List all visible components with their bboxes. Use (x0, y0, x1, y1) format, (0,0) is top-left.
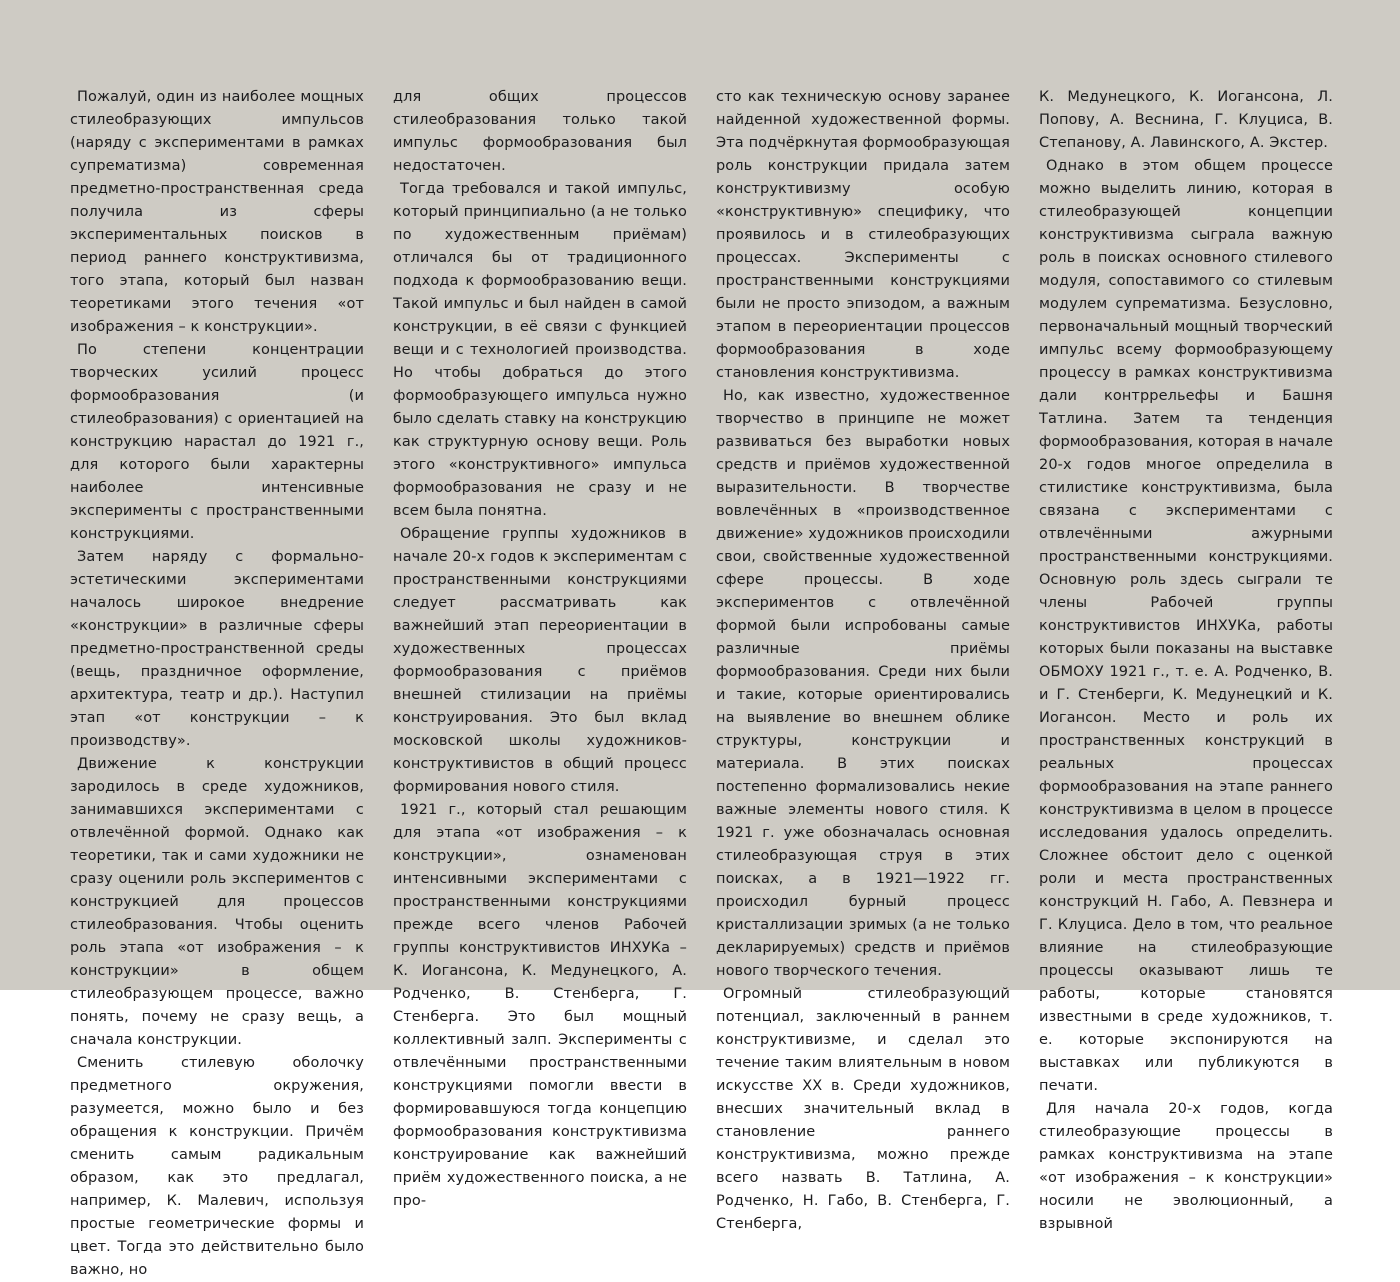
paragraph: Тогда требовался и такой импульс, который принципиально (а не только по художественным приёмам) отличался бы от традиционного подхода к формообразованию вещи. Такой импульс и был найден в самой конструкции, в её связи с функцией вещи и с технологией производства. Но чтобы добраться до этого формообразующего импульса нужно было сделать ставку на конструкцию как структурную основу вещи. Роль этого «конструктивного» импульса формообразования не сразу и не всем была понятна. (393, 181, 687, 519)
paragraph: Обращение группы художников в начале 20-х годов к экспериментам с пространственными конструкциями следует рассматривать как важнейший этап переориентации в художественных процессах формообразования с приёмов внешней стилизации на приёмы конструирования. Это был вклад московской школы художников-конструктивистов в общий процесс формирования нового стиля. (393, 526, 687, 795)
text-column-4 (1039, 86, 1333, 1282)
text-column-2 (393, 86, 687, 1282)
paragraph: К. Медунецкого, К. Иогансона, Л. Попову, А. Веснина, Г. Клуциса, В. Степанову, А. Лавинского, А. Экстер. (1039, 89, 1333, 151)
paragraph: 1921 г., который стал решающим для этапа «от изображения – к конструкции», ознаменован интенсивными экспериментами с пространственными конструкциями прежде всего членов Рабочей группы конструктивистов ИНХУКа – К. Иогансона, К. Медунецкого, А. Родченко, В. Стенберга, Г. Стенберга. Это был мощный коллективный залп. Эксперименты с отвлечёнными пространственными конструкциями помогли ввести в формировавшуюся тогда концепцию формообразования конструктивизма конструирование как важнейший приём художественного поиска, а не про- (393, 802, 687, 1209)
paragraph: Но, как известно, художественное творчество в принципе не может развиваться без выработки новых средств и приёмов художественной выразительности. В творчестве вовлечённых в «производственное движение» художников происходили свои, свойственные художественной сфере процессы. В ходе экспериментов с отвлечённой формой были испробованы самые различные приёмы формообразования. Среди них были и такие, которые ориентировались на выявление во внешнем облике структуры, конструкции и материала. В этих поисках постепенно формализовались некие важные элементы нового стиля. К 1921 г. уже обозначалась основная стилеобразующая струя в этих поисках, а в 1921—1922 гг. происходил бурный процесс кристаллизации зримых (а не только декларируемых) средств и приёмов нового творческого течения. (716, 388, 1010, 979)
paragraph: Для начала 20-х годов, когда стилеобразующие процессы в рамках конструктивизма на этапе «от изображения – к конструкции» носили не эволюционный, а взрывной (1039, 1101, 1333, 1232)
paragraph: По степени концентрации творческих усилий процесс формообразования (и стилеобразования) с ориентацией на конструкцию нарастал до 1921 г., для которого были характерны наиболее интенсивные эксперименты с пространственными конструкциями. (70, 342, 364, 542)
paragraph: Пожалуй, один из наиболее мощных стилеобразующих импульсов (наряду с экспериментами в рамках супрематизма) современная предметно-пространственная среда получила из сферы экспериментальных поисков в период раннего конструктивизма, того этапа, который был назван теоретиками этого течения «от изображения – к конструкции». (70, 89, 364, 335)
text-column-1 (70, 86, 364, 1282)
paragraph: сто как техническую основу заранее найденной художественной формы. Эта подчёркнутая формообразующая роль конструкции придала затем конструктивизму особую «конструктивную» специфику, что проявилось и в стилеобразующих процессах. Эксперименты с пространственными конструкциями были не просто эпизодом, а важным этапом в переориентации процессов формообразования в ходе становления конструктивизма. (716, 89, 1010, 381)
paragraph: Однако в этом общем процессе можно выделить линию, которая в стилеобразующей концепции конструктивизма сыграла важную роль в поисках основного стилевого модуля, сопоставимого со стилевым модулем супрематизма. Безусловно, первоначальный мощный творческий импульс всему формообразующему процессу в рамках конструктивизма дали контррельефы и Башня Татлина. Затем та тенденция формообразования, которая в начале 20-х годов многое определила в стилистике конструктивизма, была связана с экспериментами с отвлечёнными ажурными пространственными конструкциями. Основную роль здесь сыграли те члены Рабочей группы конструктивистов ИНХУКа, работы которых были показаны на выставке ОБМОХУ 1921 г., т. е. А. Родченко, В. и Г. Стенберги, К. Медунецкий и К. Иогансон. Место и роль их пространственных конструкций в реальных процессах формообразования на этапе раннего конструктивизма в целом в процессе исследования удалось определить. Сложнее обстоит дело с оценкой роли и места пространственных конструкций Н. Габо, А. Певзнера и Г. Клуциса. Дело в том, что реальное влияние на стилеобразующие процессы оказывают лишь те работы, которые становятся известными в среде художников, т. е. которые экспонируются на выставках или публикуются в печати. (1039, 158, 1333, 1094)
paragraph: Затем наряду с формально-эстетическими экспериментами началось широкое внедрение «конструкции» в различные сферы предметно-пространственной среды (вещь, праздничное оформление, архитектура, театр и др.). Наступил этап «от конструкции – к производству». (70, 549, 364, 749)
paragraph: Движение к конструкции зародилось в среде художников, занимавшихся экспериментами с отвлечённой формой. Однако как теоретики, так и сами художники не сразу оценили роль экспериментов с конструкцией для процессов стилеобразования. Чтобы оценить роль этапа «от изображения – к конструкции» в общем стилеобразующем процессе, важно понять, почему не сразу вещь, а сначала конструкции. (70, 756, 364, 1048)
paragraph: Огромный стилеобразующий потенциал, заключенный в раннем конструктивизме, и сделал это течение таким влиятельным в новом искусстве XX в. Среди художников, внесших значительный вклад в становление раннего конструктивизма, можно прежде всего назвать В. Татлина, А. Родченко, Н. Габо, В. Стенберга, Г. Стенберга, (716, 986, 1010, 1232)
paragraph: Сменить стилевую оболочку предметного окружения, разумеется, можно было и без обращения к конструкции. Причём сменить самым радикальным образом, как это предлагал, например, К. Малевич, используя простые геометрические формы и цвет. Тогда это действительно было важно, но (70, 1055, 364, 1278)
text-column-3 (716, 86, 1010, 1282)
text-block (70, 86, 1333, 1282)
paragraph: для общих процессов стилеобразования только такой импульс формообразования был недостаточен. (393, 89, 687, 174)
